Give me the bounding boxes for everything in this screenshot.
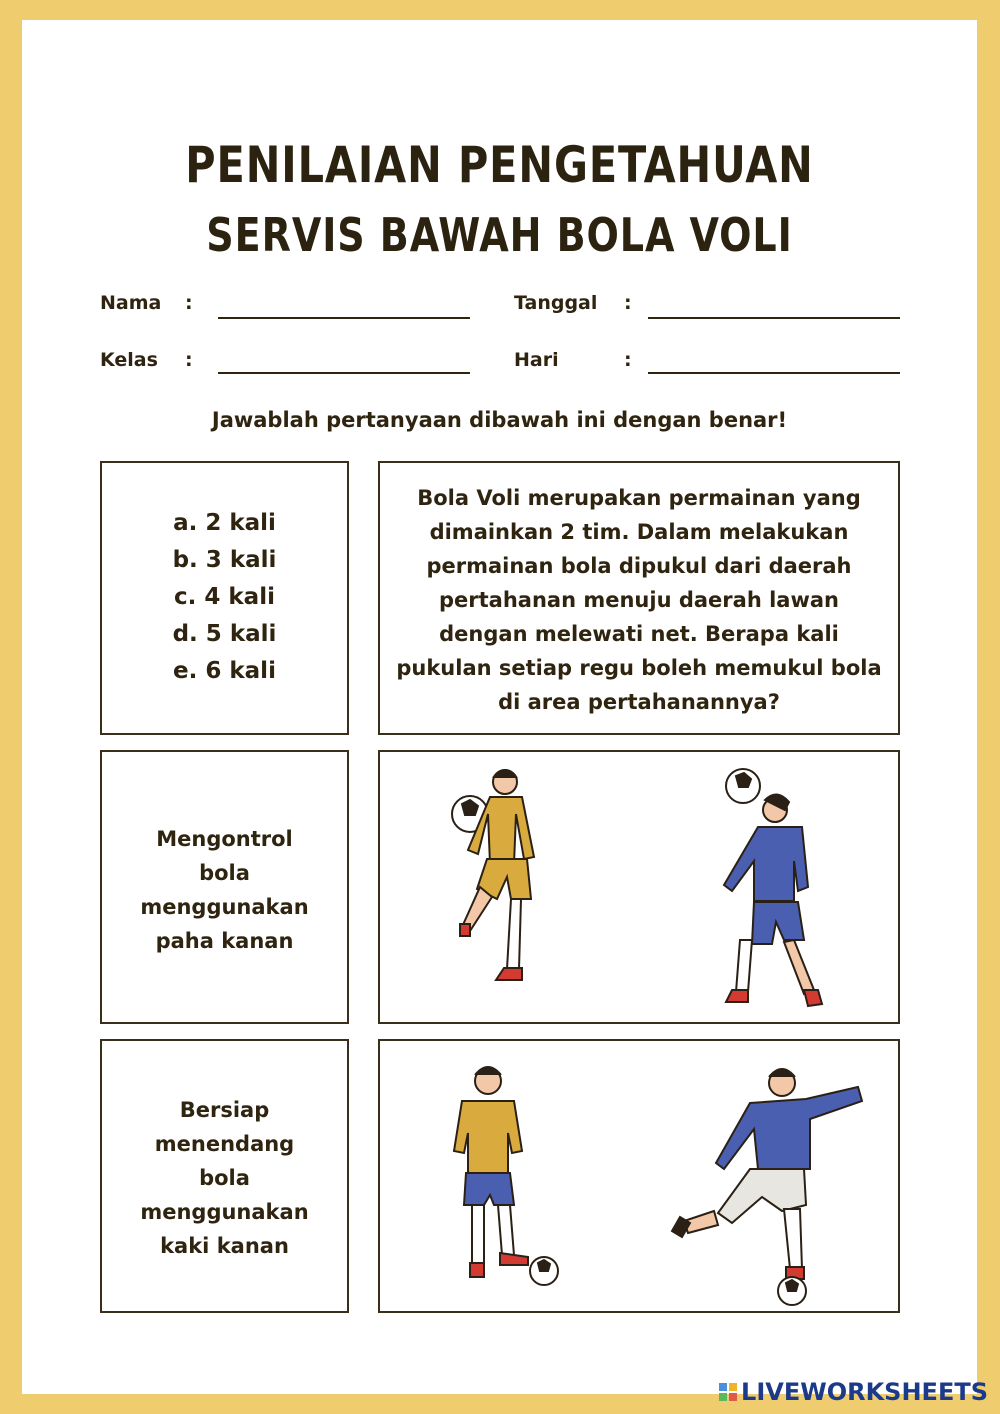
option-e[interactable]: e. 6 kali (173, 658, 276, 684)
worksheet-page (22, 20, 977, 1394)
option-d[interactable]: d. 5 kali (172, 621, 277, 647)
question-line: dimainkan 2 tim. Dalam melakukan (429, 520, 849, 544)
question-line: di area pertahanannya? (498, 690, 780, 714)
desc-line: menggunakan (140, 1200, 309, 1224)
answer-options-box[interactable] (100, 461, 349, 735)
question-line: permainan bola dipukul dari daerah (426, 554, 852, 578)
title-line-1: PENILAIAN PENGETAHUAN (185, 136, 814, 194)
options-list (102, 505, 347, 690)
logo-squares-icon (719, 1383, 737, 1401)
desc-line: menggunakan (140, 895, 309, 919)
question-line: Bola Voli merupakan permainan yang (417, 486, 861, 510)
description-box-3[interactable] (100, 1039, 349, 1313)
question-box[interactable] (378, 461, 900, 735)
tanggal-input-line[interactable] (648, 317, 900, 319)
desc-line: paha kanan (155, 929, 294, 953)
soccer-players-illustration (380, 752, 897, 1021)
colon: : (185, 349, 193, 371)
option-a[interactable]: a. 2 kali (173, 510, 276, 536)
desc-line: Mengontrol (156, 827, 293, 851)
description-box-2[interactable] (100, 750, 349, 1024)
description-3 (112, 1093, 337, 1263)
title-line-2: SERVIS BAWAH BOLA VOLI (206, 208, 793, 262)
label-nama: Nama (100, 292, 162, 314)
colon: : (624, 292, 632, 314)
label-kelas: Kelas (100, 349, 158, 371)
liveworksheets-logo[interactable] (719, 1378, 988, 1406)
player-blue-heading (724, 769, 822, 1006)
label-tanggal: Tanggal (514, 292, 598, 314)
description-2 (112, 822, 337, 958)
colon: : (185, 292, 193, 314)
question-line: dengan melewati net. Berapa kali (439, 622, 839, 646)
desc-line: kaki kanan (160, 1234, 289, 1258)
label-hari: Hari (514, 349, 559, 371)
desc-line: menendang (154, 1132, 295, 1156)
question-line: pukulan setiap regu boleh memukul bola (396, 656, 882, 680)
player-yellow-standing (454, 1067, 558, 1285)
image-box-2[interactable] (378, 750, 900, 1024)
instruction: Jawablah pertanyaan dibawah ini dengan benar! (211, 408, 788, 432)
player-blue-kicking (672, 1069, 862, 1305)
soccer-players-kicking-illustration (380, 1041, 897, 1310)
colon: : (624, 349, 632, 371)
question-line: pertahanan menuju daerah lawan (439, 588, 839, 612)
option-c[interactable]: c. 4 kali (174, 584, 275, 610)
desc-line: bola (199, 861, 250, 885)
image-box-3[interactable] (378, 1039, 900, 1313)
nama-input-line[interactable] (218, 317, 470, 319)
kelas-input-line[interactable] (218, 372, 470, 374)
brand-name: LIVEWORKSHEETS (741, 1378, 988, 1406)
option-b[interactable]: b. 3 kali (172, 547, 277, 573)
desc-line: bola (199, 1166, 250, 1190)
hari-input-line[interactable] (648, 372, 900, 374)
player-yellow-kneeing (452, 770, 534, 980)
question-text (390, 481, 888, 719)
desc-line: Bersiap (179, 1098, 270, 1122)
